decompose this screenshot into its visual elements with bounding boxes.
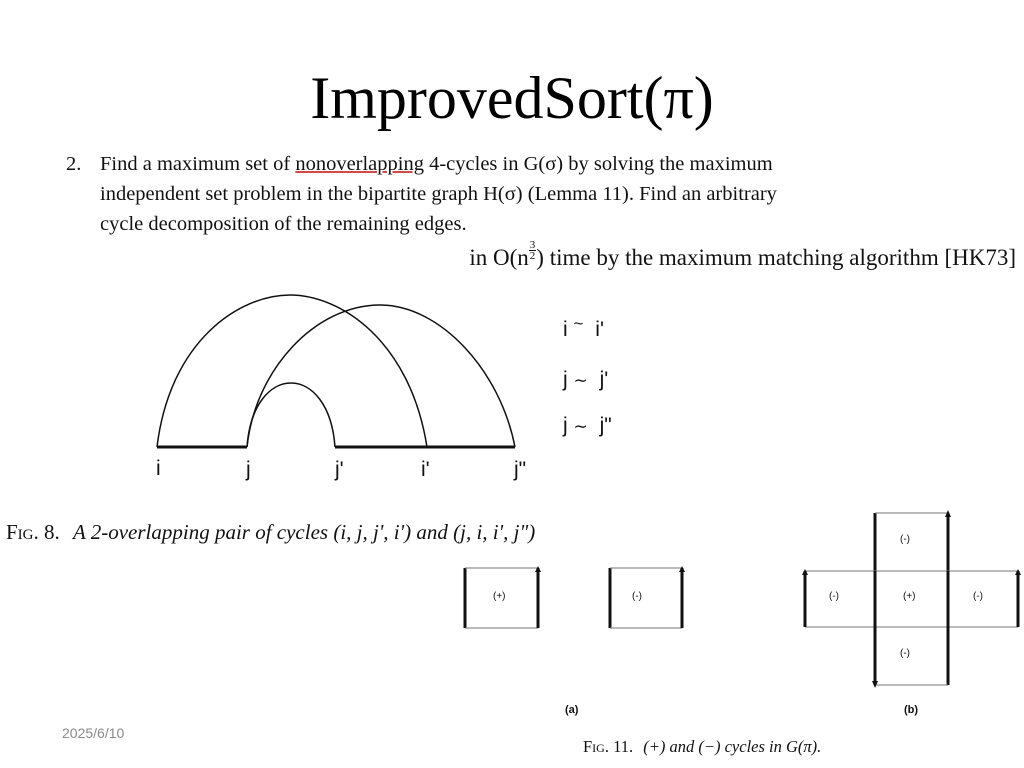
- fig11-b-label-right: (-): [973, 591, 983, 602]
- relation-1-right: i': [595, 318, 604, 341]
- slide-title: ImprovedSort(π): [310, 65, 714, 131]
- fig11-a-label-minus: (-): [632, 591, 642, 602]
- tilde-symbol: ~: [573, 314, 584, 333]
- step-number: 2.: [66, 153, 82, 175]
- exponent-numerator: 3: [529, 239, 536, 251]
- step-line-1-b: 4-cycles in G(σ) by solving the maximum: [423, 153, 773, 175]
- fig11-b-label-bottom: (-): [900, 648, 910, 659]
- relation-2-left: j: [563, 368, 568, 391]
- step-line-1-a: Find a maximum set of: [100, 153, 296, 175]
- fig11-b-label-left: (-): [829, 591, 839, 602]
- node-label-i: i: [156, 457, 161, 480]
- fig11-b-label-top: (-): [900, 534, 910, 545]
- complexity-suffix: ) time by the maximum matching algorithm [HK73]: [536, 245, 1016, 270]
- fig11-b-box-bottom: [872, 627, 948, 688]
- relation-row-1: [563, 314, 604, 342]
- arrow-up-icon: [1015, 569, 1021, 575]
- fig8-caption-prefix: Fig. 8.: [6, 520, 60, 544]
- relation-3-left: j: [563, 414, 568, 437]
- arc-j-jprime: [247, 383, 335, 447]
- step-line-1: [100, 149, 773, 179]
- node-label-iprime: i': [421, 458, 430, 481]
- tilde-symbol: ∼: [573, 371, 588, 390]
- relation-row-2: [563, 368, 608, 392]
- arrow-up-icon: [802, 569, 808, 575]
- arc-j-jdoubleprime: [247, 305, 515, 447]
- fig11-caption-prefix: Fig. 11.: [583, 737, 634, 756]
- complexity-prefix: in O(n: [469, 245, 529, 270]
- step-line-2: independent set problem in the bipartite graph H(σ) (Lemma 11). Find an arbitrary: [100, 183, 777, 205]
- tilde-symbol: ∼: [573, 417, 588, 436]
- fig11-b-box-top: [875, 510, 951, 571]
- fig11-caption-text: (+) and (−) cycles in G(π).: [643, 737, 822, 756]
- node-label-jdoubleprime: j": [514, 458, 527, 481]
- fig8-caption: [6, 517, 535, 547]
- relation-3-right: j": [599, 414, 612, 437]
- relation-2-right: j': [599, 368, 609, 391]
- complexity-note: [469, 240, 1016, 275]
- fig11-a-label-plus: (+): [493, 591, 506, 602]
- node-label-j: j: [246, 458, 251, 481]
- relation-row-3: [563, 414, 612, 438]
- fig11-a-boxes: [455, 560, 695, 640]
- exponent-denominator: 2: [529, 250, 536, 262]
- fig11-sub-label-b: (b): [904, 704, 919, 716]
- fig11-sub-label-a: (a): [565, 704, 579, 716]
- relation-1-left: i: [563, 318, 568, 341]
- arc-i-iprime: [157, 295, 427, 447]
- node-label-jprime: j': [335, 458, 344, 481]
- fig11-caption: [583, 737, 821, 757]
- fig11-a-box-minus: [610, 566, 685, 628]
- fig11-b-label-center: (+): [903, 591, 916, 602]
- step-line-3: cycle decomposition of the remaining edges.: [100, 213, 467, 235]
- slide-date: 2025/6/10: [62, 725, 125, 741]
- step-line-1-underlined: nonoverlapping: [295, 153, 424, 175]
- fig8-caption-text: A 2-overlapping pair of cycles (i, j, j', i') and (j, i, i', j"): [73, 520, 536, 544]
